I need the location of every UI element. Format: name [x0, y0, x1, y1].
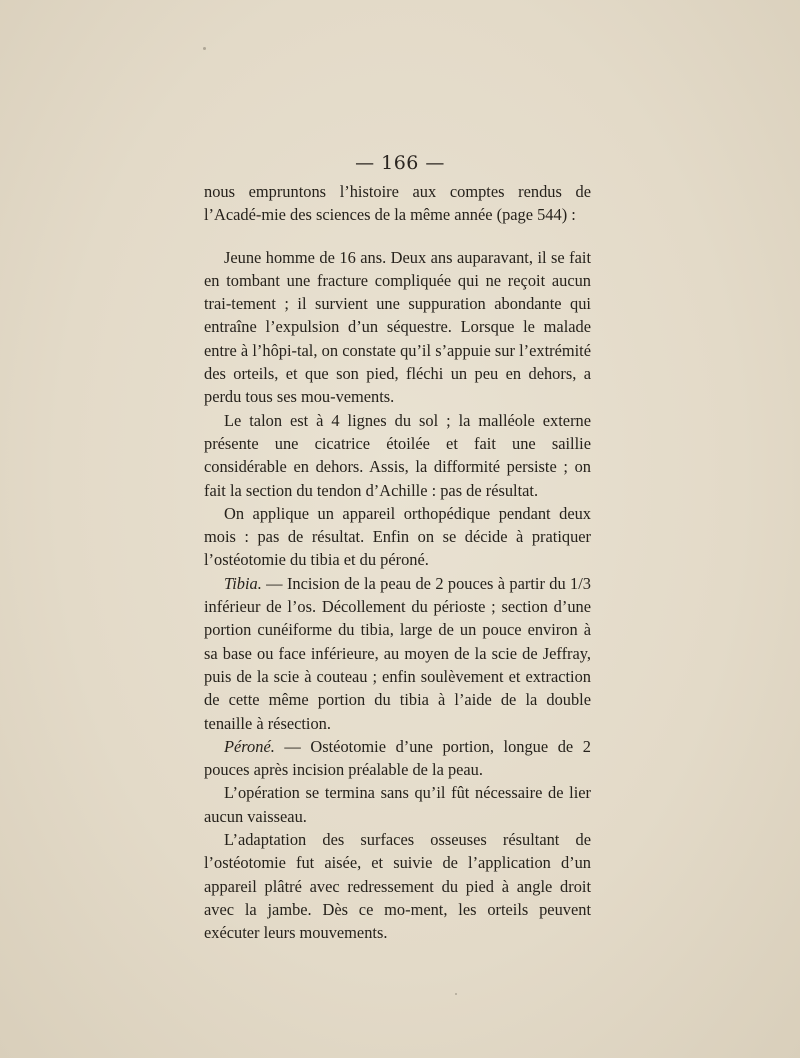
paragraph-appareil: On applique un appareil orthopédique pendant deux mois : pas de résultat. Enfin on se décide à pratiquer l’ostéotomie du tibia et du péroné. — [204, 503, 591, 570]
paragraph-tibia — [204, 572, 591, 735]
paragraph-perone — [204, 735, 591, 782]
perone-heading: Péroné. — [224, 736, 275, 756]
paragraph-intro: nous empruntons l’histoire aux comptes rendus de l’Acadé-mie des sciences de la même année (page 544) : — [204, 182, 591, 225]
paper-speck — [203, 47, 206, 50]
paragraph-adaptation: L’adaptation des surfaces osseuses résultant de l’ostéotomie fut aisée, et suivie de l’application d’un appareil plâtré avec redressement du pied à angle droit avec la jambe. Dès ce mo-ment, les orteils peuvent exécuter leurs mouvements. — [204, 830, 591, 943]
tibia-text: — Incision de la peau de 2 pouces à partir du 1/3 inférieur de l’os. Décollement du périoste ; section d’une portion cunéiforme du tibia, large de un pouce environ à sa base ou face inférieure, au moyen de la scie de Jeffray, puis de la scie à couteau ; enfin soulèvement et extraction de cette même portion du tibia à l’aide de la double tenaille à résection. — [204, 573, 591, 733]
page-number: — 166 — — [355, 152, 445, 174]
tibia-heading: Tibia. — [224, 573, 262, 593]
perone-text: — Ostéotomie d’une portion, longue de 2 pouces après incision préalable de la peau. — [204, 736, 591, 780]
paragraph-case: Jeune homme de 16 ans. Deux ans auparavant, il se fait en tombant une fracture compliquée qui ne reçoit aucun trai-tement ; il survient une suppuration abondante qui entraîne l’expulsion d’un séquestre. Lorsque le malade entre à l’hôpi-tal, on constate qu’il s’appuie sur l’extrémité des orteils, et que son pied, fléchi un peu en dehors, a perdu tous ses mou-vements. — [204, 247, 591, 407]
body-text — [204, 180, 591, 945]
paper-speck — [455, 993, 457, 995]
paragraph-operation: L’opération se termina sans qu’il fût nécessaire de lier aucun vaisseau. — [204, 783, 591, 826]
paragraph-talon: Le talon est à 4 lignes du sol ; la malléole externe présente une cicatrice étoilée et fait une saillie considérable en dehors. Assis, la difformité persiste ; on fait la section du tendon d’Achille : pas de résultat. — [204, 410, 591, 500]
